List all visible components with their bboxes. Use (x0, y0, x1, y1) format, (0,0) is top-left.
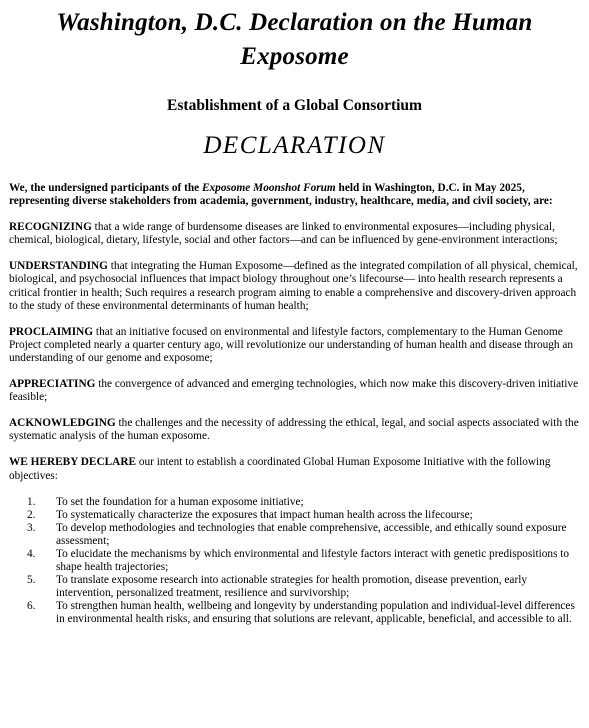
list-text: To systematically characterize the exposures that impact human health across the lifecourse; (56, 508, 473, 521)
clause-keyword: RECOGNIZING (9, 221, 92, 234)
clause-keyword: WE HEREBY DECLARE (9, 456, 137, 469)
clause-understanding (9, 260, 583, 312)
forum-name: Exposome Moonshot Forum (202, 182, 336, 194)
list-item (9, 548, 583, 574)
intro-before: We, the undersigned participants of the (9, 182, 202, 194)
document-body (9, 182, 583, 627)
list-number: 5. (27, 574, 36, 587)
list-item (9, 522, 583, 548)
clause-keyword: UNDERSTANDING (9, 260, 108, 273)
clause-text: the convergence of advanced and emerging technologies, which now make this discovery-driven initiative feasible; (9, 378, 579, 404)
list-text: To develop methodologies and technologies that enable comprehensive, accessible, and ethically sound exposure assessment; (56, 521, 567, 547)
list-number: 2. (27, 508, 36, 521)
list-item (9, 574, 583, 600)
clause-text: that a wide range of burdensome diseases are linked to environmental exposures—including physical, chemical, biological, dietary, lifestyle, social and other factors—and can be influenced by gene-environment interactions; (9, 221, 558, 247)
clause-keyword: APPRECIATING (9, 378, 96, 391)
document-title: Washington, D.C. Declaration on the Human Exposome (56, 9, 533, 70)
list-number: 4. (27, 547, 36, 560)
document-subtitle: Establishment of a Global Consortium (167, 97, 422, 114)
list-item (9, 509, 583, 522)
intro-after: held in Washington, D.C. in May 2025, representing diverse stakeholders from academia, government, industry, healthcare, media, and civil society, are: (9, 182, 553, 208)
list-number: 3. (27, 521, 36, 534)
declaration-heading: DECLARATION (203, 132, 386, 159)
objectives-list (9, 496, 583, 627)
list-text: To translate exposome research into actionable strategies for health promotion, disease prevention, early intervention, personalized treatment, resilience and survivorship; (56, 574, 527, 600)
clause-text: our intent to establish a coordinated Global Human Exposome Initiative with the following objectives: (9, 456, 551, 482)
clause-keyword: PROCLAIMING (9, 325, 94, 338)
clause-recognizing (9, 221, 583, 247)
clause-text: that integrating the Human Exposome—defined as the integrated compilation of all physical, chemical, biological, and psychosocial influences that impact biology throughout one’s lifecourse— into health research represents a critical frontier in health; Such requires a research program aiming to enable a comprehensive and discovery-driven approach to the study of these environmental determinants of human health; (9, 260, 578, 312)
clause-appreciating (9, 378, 583, 404)
intro-paragraph (9, 182, 583, 208)
list-text: To strengthen human health, wellbeing and longevity by understanding population and individual-level differences in environmental health risks, and ensuring that solutions are relevant, applicable, beneficial, and accessible to all. (56, 600, 575, 626)
list-text: To elucidate the mechanisms by which environmental and lifestyle factors interact with genetic predispositions to shape health trajectories; (56, 547, 570, 574)
clause-acknowledging (9, 417, 583, 443)
clause-proclaiming (9, 326, 583, 365)
list-item (9, 496, 583, 509)
clause-declare (9, 456, 583, 482)
list-number: 1. (27, 495, 36, 508)
list-number: 6. (27, 600, 36, 613)
clause-text: the challenges and the necessity of addressing the ethical, legal, and social aspects associated with the systematic analysis of the human exposome. (9, 417, 579, 443)
list-item (9, 600, 583, 626)
clause-keyword: ACKNOWLEDGING (9, 417, 116, 430)
clause-text: that an initiative focused on environmental and lifestyle factors, complementary to the Human Genome Project completed nearly a quarter century ago, will revolutionize our understanding of human health and disease through an understanding of our genome and exposome; (9, 325, 574, 364)
list-text: To set the foundation for a human exposome initiative; (56, 495, 304, 508)
